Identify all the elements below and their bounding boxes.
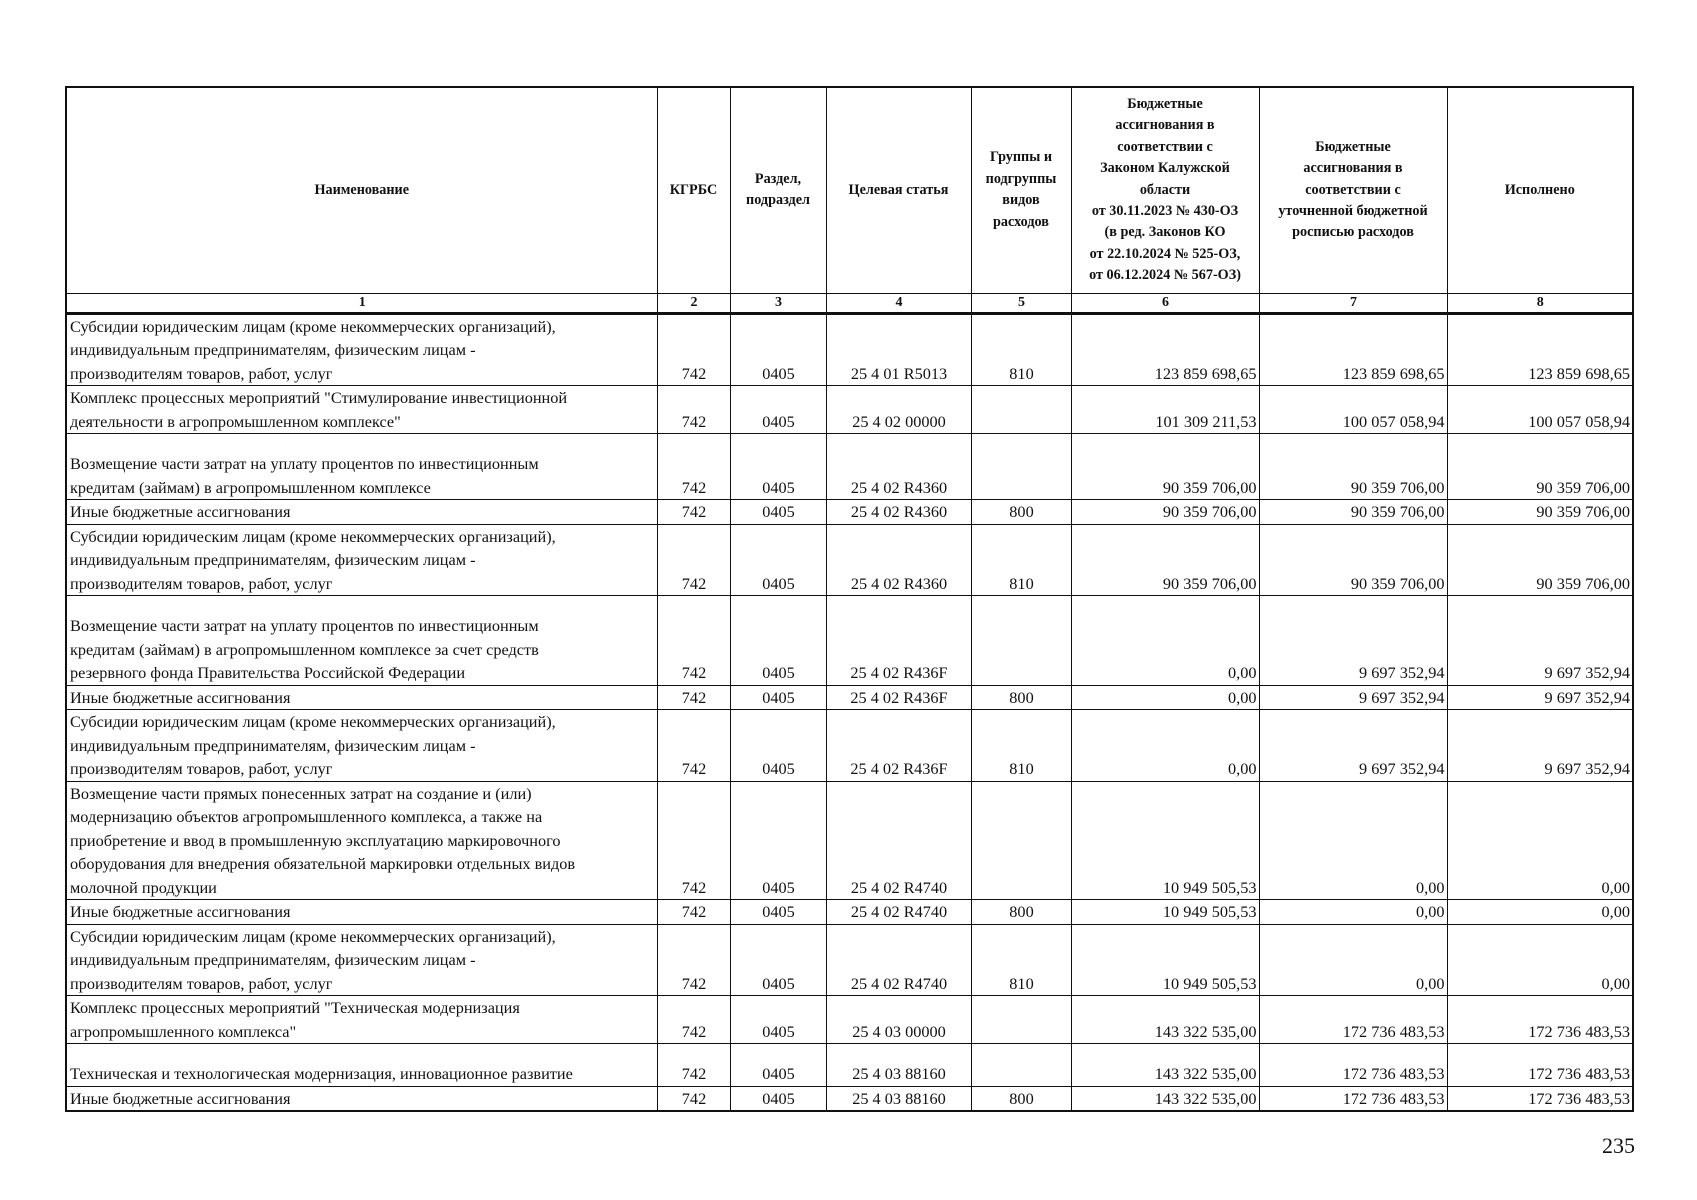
table-row xyxy=(66,386,1633,434)
row-kgrbs: 742 xyxy=(657,596,730,686)
header-groups-line: Группы и xyxy=(989,149,1053,166)
header-groups-line: расходов xyxy=(993,213,1049,230)
row-law-amount: 0,00 xyxy=(1071,710,1259,782)
row-refined-amount: 172 736 483,53 xyxy=(1259,996,1447,1044)
header-section-line: подраздел xyxy=(746,192,810,209)
row-name: Возмещение части прямых понесенных затрат на создание и (или) модернизацию объектов агропромышленного комплекса, а также на приобретение и ввод в промышленную эксплуатацию маркировочного оборудования для внедрения обязательной маркировки отдельных видов молочной продукции xyxy=(66,781,657,900)
row-executed-amount: 9 697 352,94 xyxy=(1447,710,1633,782)
header-law-line: ассигнования в xyxy=(1115,117,1215,134)
header-target: Целевая статья xyxy=(826,87,971,293)
row-group: 800 xyxy=(971,500,1071,525)
header-law-line: соответствии с xyxy=(1117,138,1213,155)
header-law xyxy=(1071,87,1259,293)
header-refined-line: Бюджетные xyxy=(1315,138,1391,155)
row-executed-amount: 90 359 706,00 xyxy=(1447,500,1633,525)
page-number: 235 xyxy=(1602,1133,1635,1158)
table-row xyxy=(66,710,1633,782)
row-section: 0405 xyxy=(730,781,826,900)
row-kgrbs: 742 xyxy=(657,685,730,710)
row-group: 810 xyxy=(971,524,1071,596)
column-number: 3 xyxy=(730,293,826,313)
header-refined-line: росписью расходов xyxy=(1292,224,1414,241)
column-number-row xyxy=(66,293,1633,313)
row-name: Иные бюджетные ассигнования xyxy=(66,1086,657,1111)
row-name: Иные бюджетные ассигнования xyxy=(66,500,657,525)
row-section: 0405 xyxy=(730,710,826,782)
row-name: Комплекс процессных мероприятий "Техническая модернизация агропромышленного комплекса" xyxy=(66,996,657,1044)
row-kgrbs: 742 xyxy=(657,710,730,782)
row-target: 25 4 02 R4740 xyxy=(826,924,971,996)
row-executed-amount: 9 697 352,94 xyxy=(1447,596,1633,686)
row-group xyxy=(971,386,1071,434)
column-number: 5 xyxy=(971,293,1071,313)
row-law-amount: 101 309 211,53 xyxy=(1071,386,1259,434)
row-target: 25 4 03 88160 xyxy=(826,1086,971,1111)
row-law-amount: 0,00 xyxy=(1071,596,1259,686)
header-refined-line: ассигнования в xyxy=(1303,160,1403,177)
row-refined-amount: 100 057 058,94 xyxy=(1259,386,1447,434)
header-law-line: Бюджетные xyxy=(1127,95,1203,112)
row-target: 25 4 02 R436F xyxy=(826,685,971,710)
row-name: Субсидии юридическим лицам (кроме некоммерческих организаций), индивидуальным предпринимателям, физическим лицам - производителям товаров, работ, услуг xyxy=(66,710,657,782)
row-refined-amount: 9 697 352,94 xyxy=(1259,710,1447,782)
header-name: Наименование xyxy=(66,87,657,293)
row-target: 25 4 02 R4740 xyxy=(826,900,971,925)
row-section: 0405 xyxy=(730,996,826,1044)
row-name: Субсидии юридическим лицам (кроме некоммерческих организаций), индивидуальным предпринимателям, физическим лицам - производителям товаров, работ, услуг xyxy=(66,924,657,996)
row-group xyxy=(971,434,1071,500)
row-group: 810 xyxy=(971,313,1071,386)
row-target: 25 4 02 R4360 xyxy=(826,500,971,525)
row-law-amount: 143 322 535,00 xyxy=(1071,1086,1259,1111)
row-refined-amount: 9 697 352,94 xyxy=(1259,596,1447,686)
row-kgrbs: 742 xyxy=(657,1044,730,1087)
row-refined-amount: 172 736 483,53 xyxy=(1259,1086,1447,1111)
row-kgrbs: 742 xyxy=(657,900,730,925)
column-number: 4 xyxy=(826,293,971,313)
row-refined-amount: 90 359 706,00 xyxy=(1259,434,1447,500)
row-target: 25 4 02 R436F xyxy=(826,596,971,686)
table-row xyxy=(66,1086,1633,1111)
row-executed-amount: 0,00 xyxy=(1447,781,1633,900)
table-row xyxy=(66,924,1633,996)
row-refined-amount: 90 359 706,00 xyxy=(1259,500,1447,525)
table-row xyxy=(66,996,1633,1044)
row-kgrbs: 742 xyxy=(657,781,730,900)
row-law-amount: 90 359 706,00 xyxy=(1071,524,1259,596)
header-row xyxy=(66,87,1633,293)
row-executed-amount: 172 736 483,53 xyxy=(1447,1044,1633,1087)
row-law-amount: 10 949 505,53 xyxy=(1071,924,1259,996)
header-law-line: Законом Калужской xyxy=(1100,160,1230,177)
row-executed-amount: 9 697 352,94 xyxy=(1447,685,1633,710)
row-section: 0405 xyxy=(730,1044,826,1087)
table-row xyxy=(66,1044,1633,1087)
row-section: 0405 xyxy=(730,386,826,434)
row-name: Техническая и технологическая модернизация, инновационное развитие xyxy=(66,1044,657,1087)
header-section xyxy=(730,87,826,293)
row-refined-amount: 90 359 706,00 xyxy=(1259,524,1447,596)
row-name: Комплекс процессных мероприятий "Стимулирование инвестиционной деятельности в агропромышленном комплексе" xyxy=(66,386,657,434)
row-name: Иные бюджетные ассигнования xyxy=(66,900,657,925)
table-body xyxy=(66,313,1633,1111)
row-target: 25 4 03 00000 xyxy=(826,996,971,1044)
row-section: 0405 xyxy=(730,596,826,686)
row-executed-amount: 90 359 706,00 xyxy=(1447,524,1633,596)
row-name: Возмещение части затрат на уплату процентов по инвестиционным кредитам (займам) в агропромышленном комплексе xyxy=(66,434,657,500)
table-row xyxy=(66,434,1633,500)
row-executed-amount: 0,00 xyxy=(1447,900,1633,925)
header-law-line: от 22.10.2024 № 525-ОЗ, xyxy=(1089,245,1241,262)
header-law-line: области xyxy=(1139,181,1191,198)
budget-table xyxy=(65,86,1634,1112)
header-groups xyxy=(971,87,1071,293)
row-executed-amount: 100 057 058,94 xyxy=(1447,386,1633,434)
row-law-amount: 10 949 505,53 xyxy=(1071,781,1259,900)
row-group: 800 xyxy=(971,1086,1071,1111)
row-kgrbs: 742 xyxy=(657,434,730,500)
column-number: 1 xyxy=(66,293,657,313)
header-kgrbs: КГРБС xyxy=(657,87,730,293)
row-executed-amount: 123 859 698,65 xyxy=(1447,313,1633,386)
header-law-line: (в ред. Законов КО xyxy=(1104,224,1226,241)
row-section: 0405 xyxy=(730,900,826,925)
row-target: 25 4 02 R4360 xyxy=(826,434,971,500)
row-refined-amount: 0,00 xyxy=(1259,781,1447,900)
table-row xyxy=(66,685,1633,710)
row-kgrbs: 742 xyxy=(657,1086,730,1111)
row-target: 25 4 02 00000 xyxy=(826,386,971,434)
row-executed-amount: 172 736 483,53 xyxy=(1447,1086,1633,1111)
header-law-line: от 30.11.2023 № 430-ОЗ xyxy=(1091,202,1239,219)
header-refined xyxy=(1259,87,1447,293)
row-group: 810 xyxy=(971,710,1071,782)
row-kgrbs: 742 xyxy=(657,996,730,1044)
row-section: 0405 xyxy=(730,434,826,500)
row-group: 800 xyxy=(971,685,1071,710)
table-row xyxy=(66,781,1633,900)
row-kgrbs: 742 xyxy=(657,386,730,434)
row-section: 0405 xyxy=(730,685,826,710)
row-refined-amount: 0,00 xyxy=(1259,900,1447,925)
row-law-amount: 10 949 505,53 xyxy=(1071,900,1259,925)
row-section: 0405 xyxy=(730,1086,826,1111)
column-number: 6 xyxy=(1071,293,1259,313)
row-group xyxy=(971,1044,1071,1087)
header-section-line: Раздел, xyxy=(754,170,802,187)
row-kgrbs: 742 xyxy=(657,500,730,525)
row-target: 25 4 02 R4740 xyxy=(826,781,971,900)
row-group xyxy=(971,781,1071,900)
row-group: 800 xyxy=(971,900,1071,925)
row-section: 0405 xyxy=(730,524,826,596)
row-refined-amount: 0,00 xyxy=(1259,924,1447,996)
header-refined-line: соответствии с xyxy=(1305,181,1401,198)
row-section: 0405 xyxy=(730,924,826,996)
row-target: 25 4 03 88160 xyxy=(826,1044,971,1087)
row-target: 25 4 02 R4360 xyxy=(826,524,971,596)
row-group xyxy=(971,996,1071,1044)
row-kgrbs: 742 xyxy=(657,313,730,386)
table-row xyxy=(66,500,1633,525)
row-refined-amount: 172 736 483,53 xyxy=(1259,1044,1447,1087)
row-executed-amount: 172 736 483,53 xyxy=(1447,996,1633,1044)
table-row xyxy=(66,313,1633,386)
header-executed: Исполнено xyxy=(1447,87,1633,293)
row-refined-amount: 123 859 698,65 xyxy=(1259,313,1447,386)
row-target: 25 4 02 R436F xyxy=(826,710,971,782)
column-number: 2 xyxy=(657,293,730,313)
row-group xyxy=(971,596,1071,686)
row-section: 0405 xyxy=(730,313,826,386)
row-law-amount: 143 322 535,00 xyxy=(1071,996,1259,1044)
row-section: 0405 xyxy=(730,500,826,525)
row-law-amount: 90 359 706,00 xyxy=(1071,434,1259,500)
row-name: Иные бюджетные ассигнования xyxy=(66,685,657,710)
row-executed-amount: 0,00 xyxy=(1447,924,1633,996)
row-law-amount: 0,00 xyxy=(1071,685,1259,710)
row-group: 810 xyxy=(971,924,1071,996)
table-row xyxy=(66,524,1633,596)
table-row xyxy=(66,596,1633,686)
row-law-amount: 123 859 698,65 xyxy=(1071,313,1259,386)
row-law-amount: 90 359 706,00 xyxy=(1071,500,1259,525)
row-executed-amount: 90 359 706,00 xyxy=(1447,434,1633,500)
row-target: 25 4 01 R5013 xyxy=(826,313,971,386)
column-number: 8 xyxy=(1447,293,1633,313)
row-name: Субсидии юридическим лицам (кроме некоммерческих организаций), индивидуальным предпринимателям, физическим лицам - производителям товаров, работ, услуг xyxy=(66,313,657,386)
header-groups-line: видов xyxy=(1002,192,1040,209)
table-row xyxy=(66,900,1633,925)
column-number: 7 xyxy=(1259,293,1447,313)
header-refined-line: уточненной бюджетной xyxy=(1278,202,1428,219)
row-kgrbs: 742 xyxy=(657,924,730,996)
header-groups-line: подгруппы xyxy=(985,170,1057,187)
header-law-line: от 06.12.2024 № 567-ОЗ) xyxy=(1089,267,1241,284)
row-refined-amount: 9 697 352,94 xyxy=(1259,685,1447,710)
row-name: Субсидии юридическим лицам (кроме некоммерческих организаций), индивидуальным предпринимателям, физическим лицам - производителям товаров, работ, услуг xyxy=(66,524,657,596)
row-law-amount: 143 322 535,00 xyxy=(1071,1044,1259,1087)
row-name: Возмещение части затрат на уплату процентов по инвестиционным кредитам (займам) в агропромышленном комплексе за счет средств резервного фонда Правительства Российской Федерации xyxy=(66,596,657,686)
row-kgrbs: 742 xyxy=(657,524,730,596)
